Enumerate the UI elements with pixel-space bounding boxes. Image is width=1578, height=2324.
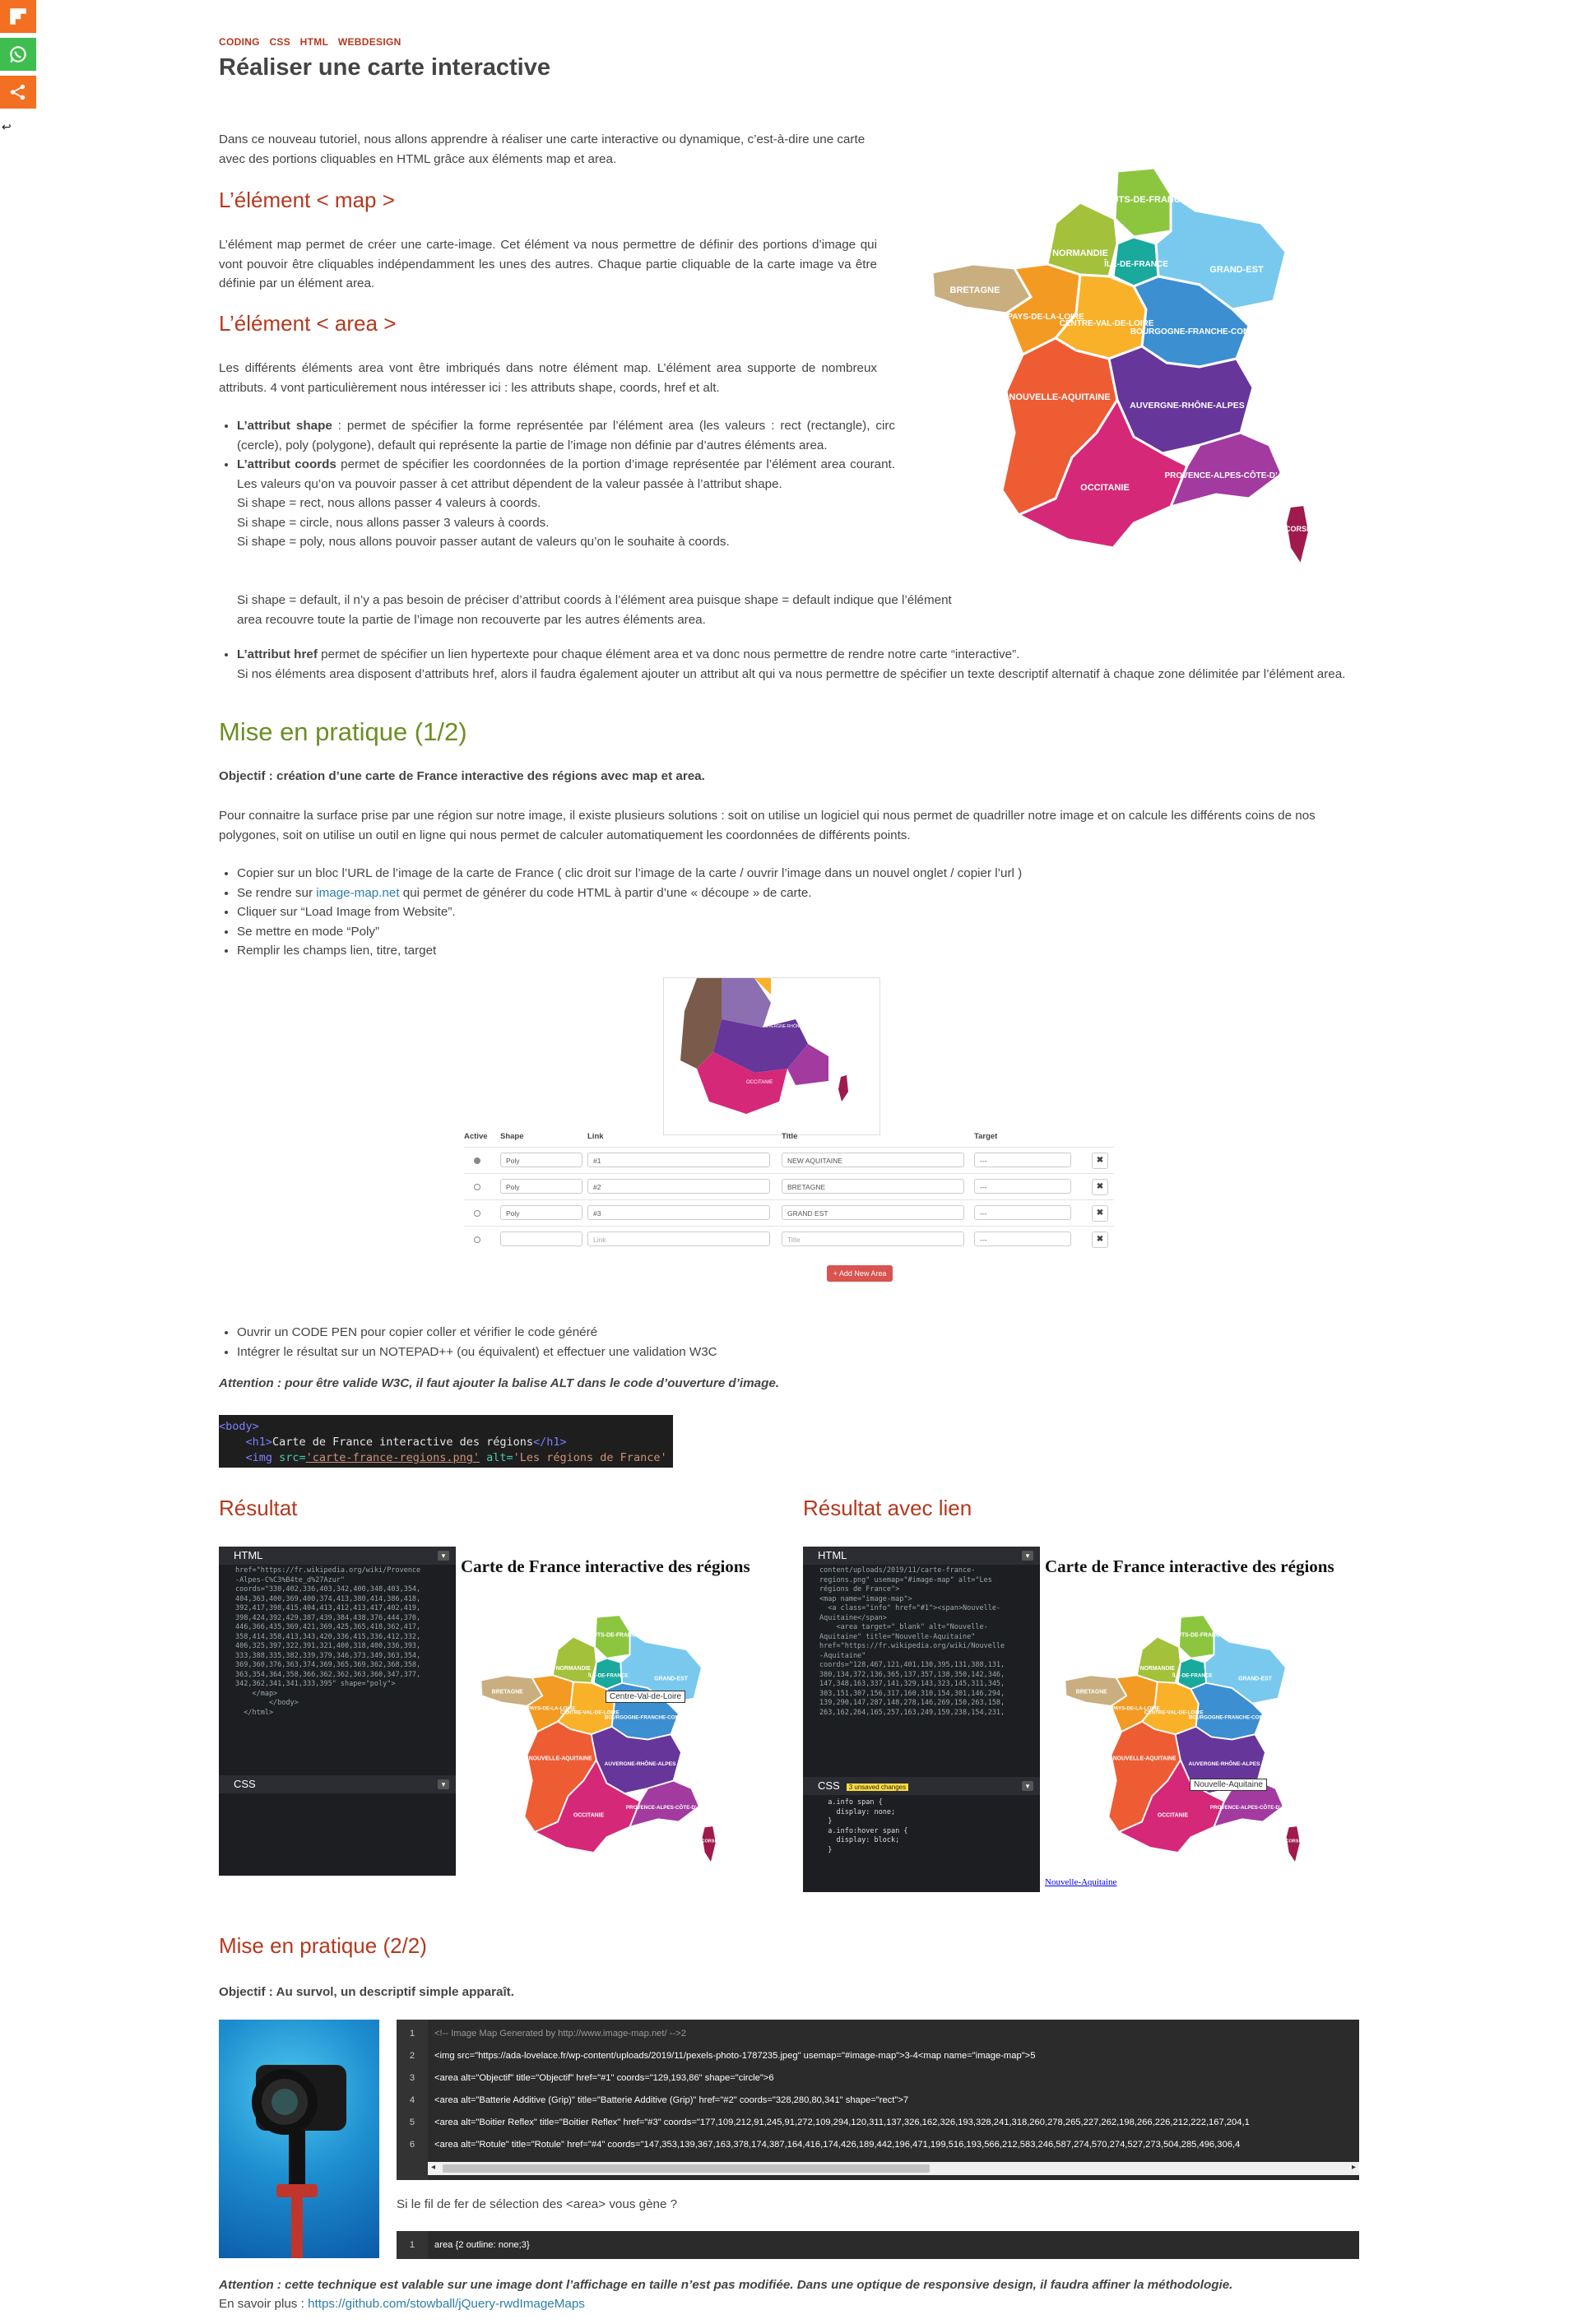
code-line: coords="330,402,336,403,342,400,348,403,354, <box>235 1585 421 1593</box>
shape-label: L’attribut shape <box>237 419 332 433</box>
step-text: qui permet de générer du code HTML à partir d’une « découpe » de carte. <box>399 885 812 900</box>
line-number: 4 <box>397 2090 428 2112</box>
code-token: <body> <box>219 1420 259 1433</box>
label-paca: PROVENCE-ALPES-CÔTE-D’AZUR <box>625 1804 711 1811</box>
horizontal-scrollbar[interactable] <box>428 2162 1359 2175</box>
map-heading: L’élément < map > <box>219 188 395 212</box>
code-line: </map> <box>235 1689 278 1698</box>
code-line: 263,162,264,165,257,163,249,159,238,154,231, <box>819 1708 1005 1717</box>
link-input[interactable]: #1 <box>587 1153 770 1167</box>
col-shape: Shape <box>500 1132 524 1141</box>
shape-select[interactable] <box>500 1232 582 1246</box>
target-select[interactable]: --- <box>974 1232 1071 1246</box>
shape-select[interactable]: Poly <box>500 1179 582 1194</box>
attribute-list <box>219 416 895 552</box>
label-grandest: GRAND-EST <box>1238 1676 1272 1682</box>
line-number: 5 <box>397 2112 428 2134</box>
step-item: • Se mettre en mode “Poly” <box>237 922 1356 942</box>
chevron-down-icon[interactable]: ▾ <box>438 1779 449 1789</box>
w3c-warning <box>219 1374 779 1394</box>
code-line <box>219 1451 673 1467</box>
step-item <box>237 884 1356 903</box>
html-code[interactable] <box>803 1565 1040 1719</box>
remove-row-button[interactable]: ✖ <box>1092 1205 1108 1222</box>
scroll-thumb[interactable] <box>443 2164 930 2173</box>
chevron-down-icon[interactable]: ▾ <box>438 1551 449 1561</box>
href-text-2: Si nos éléments area disposent d’attributs href, alors il faudra également ajouter un attribut alt qui va nous permettre de spécifier un texte descriptif alternatif à chaque zone délimitée par l’élément area. <box>237 666 1346 681</box>
objective-text: Objectif : Au survol, un descriptif simple apparaît. <box>219 1985 514 1999</box>
label-corse: CORSE <box>1285 1839 1302 1844</box>
coords-text: permet de spécifier les coordonnées de la portion d’image représentée par l’élément area courant. Les valeurs qu’on va pouvoir passer à cet attribut dépendent de la valeur passée à l’attribut shape. <box>237 457 895 491</box>
steps-list <box>219 864 1356 961</box>
html-label: HTML <box>818 1549 847 1561</box>
code-line: regions.png" usemap="#image-map" alt="Les <box>819 1575 992 1584</box>
code-line: -Aquitaine" <box>819 1651 866 1660</box>
link-input[interactable]: Link <box>587 1232 770 1246</box>
label-hauts: HAUTS-DE-FRANCE <box>1098 195 1187 205</box>
nouvelle-aquitaine-link[interactable]: Nouvelle-Aquitaine <box>1045 1877 1117 1887</box>
title-input[interactable]: BRETAGNE <box>782 1179 964 1194</box>
codepen-left <box>219 1547 456 1876</box>
practice2-objective <box>219 1983 514 2002</box>
github-link[interactable]: https://github.com/stowball/jQuery-rwdImageMaps <box>308 2297 585 2311</box>
more-info <box>219 2294 585 2314</box>
code-line: 369,360,376,363,374,369,365,369,362,368,358, <box>235 1661 421 1669</box>
label-cvl: CENTRE-VAL-DE-LOIRE <box>1144 1709 1204 1716</box>
step-item: • Cliquer sur “Load Image from Website”. <box>237 902 1356 922</box>
result-map-title: Carte de France interactive des régions <box>1045 1556 1334 1576</box>
code-line: -Alpes-C%C3%B4te_d%27Azur" <box>235 1575 346 1584</box>
image-map-link[interactable]: image-map.net <box>316 885 400 900</box>
codepen-right <box>803 1547 1040 1892</box>
image-map-preview <box>663 977 880 1135</box>
camera-photo <box>219 2020 379 2258</box>
code-line: 404,363,400,369,400,374,413,380,414,386,418, <box>235 1594 421 1603</box>
label-occ: OCCITANIE <box>573 1812 605 1819</box>
code-text: <img src="https://ada-lovelace.fr/wp-content/uploads/2019/11/pexels-photo-1787235.jpeg" usemap="#image-map">3-4<map name="image-map">5 <box>434 2051 1036 2061</box>
line-number: 1 <box>409 2240 415 2250</box>
practice1-heading: Mise en pratique (1/2) <box>219 717 467 746</box>
code-line: 406,325,397,322,391,321,400,318,400,336,393, <box>235 1642 421 1650</box>
html-panel-header[interactable] <box>803 1547 1040 1565</box>
code-line: <a class="info" href="#1"><span>Nouvelle- <box>819 1604 1001 1612</box>
remove-row-button[interactable]: ✖ <box>1092 1153 1108 1169</box>
region-corse[interactable] <box>1284 505 1312 564</box>
code-line: 358,414,358,413,343,420,336,415,336,412,332, <box>235 1632 421 1641</box>
whatsapp-icon <box>7 44 29 65</box>
code-line: 147,348,163,337,141,329,143,323,145,311,345, <box>819 1680 1005 1688</box>
france-regions-map[interactable] <box>924 161 1319 579</box>
editor-line <box>397 2045 1359 2067</box>
practice2-heading: Mise en pratique (2/2) <box>219 1933 427 1958</box>
map-text: L’élément map permet de créer une carte-image. Cet élément va nous permettre de définir des portions d’image qui vont pouvoir être cliquables indépendamment les unes des autres. Chaque partie cliquable de la carte image va être définie par un élément area. <box>219 238 877 290</box>
link-input[interactable]: #2 <box>587 1179 770 1194</box>
label-na: NOUVELLE-AQUITAINE <box>1112 1756 1177 1762</box>
code-token: alt= <box>480 1451 513 1464</box>
camera-image <box>219 2020 379 2258</box>
add-new-area-button[interactable]: + Add New Area <box>827 1265 893 1282</box>
code-text: <!-- Image Map Generated by http://www.image-map.net/ -->2 <box>434 2029 686 2039</box>
css-line: display: none; <box>819 1807 896 1816</box>
active-radio[interactable] <box>474 1210 480 1217</box>
target-select[interactable]: --- <box>974 1179 1071 1194</box>
warning-text: Attention : cette technique est valable sur une image dont l’affichage en taille n’est pas modifiée. Dans une optique de responsive design, il faudra affiner la méthodologie. <box>219 2278 1233 2292</box>
label-idf: ÎLE-DE-FRANCE <box>1104 260 1168 269</box>
steps-list-2 <box>219 1323 1060 1361</box>
css-panel-header[interactable] <box>803 1777 1040 1795</box>
href-attribute-item <box>237 645 1377 684</box>
editor-line <box>397 2112 1359 2134</box>
title-input[interactable]: GRAND EST <box>782 1205 964 1220</box>
css-line: } <box>819 1817 833 1825</box>
code-line: 380,134,372,136,365,137,357,138,350,142,346, <box>819 1670 1005 1679</box>
shape-attribute-item <box>237 416 895 455</box>
label-corse: CORSE <box>1284 525 1312 533</box>
css-line: a.info span { <box>819 1798 883 1807</box>
code-text: <area alt="Batterie Additive (Grip)" title="Batterie Additive (Grip)" href="#2" coords="328,280,80,341" shape="rect">7 <box>434 2095 909 2105</box>
label-grandest: GRAND-EST <box>1209 265 1264 275</box>
label-pdl: PAYS-DE-LA-LOIRE <box>1007 313 1084 322</box>
label-idf: ÎLE-DE-FRANCE <box>587 1672 629 1679</box>
chevron-down-icon[interactable]: ▾ <box>1022 1551 1033 1561</box>
label-cvl: CENTRE-VAL-DE-LOIRE <box>559 1709 620 1716</box>
code-snippet <box>219 1415 673 1468</box>
area-row <box>464 1147 1114 1174</box>
objective-text: Objectif : création d’une carte de France interactive des régions avec map et area. <box>219 769 705 783</box>
editor-line <box>397 2067 1359 2090</box>
label-idf: ÎLE-DE-FRANCE <box>1172 1672 1213 1679</box>
coords-line: Si shape = rect, nous allons passer 4 valeurs à coords. <box>237 496 541 510</box>
result-map-title: Carte de France interactive des régions <box>461 1556 750 1576</box>
area-text: Les différents éléments area vont être imbriqués dans notre élément map. L’élément area supporte de nombreux attributs. 4 vont particulièrement nous intéresser ici : les attributs shape, coords, href et alt. <box>219 361 877 395</box>
more-label: En savoir plus : <box>219 2297 309 2311</box>
step-item: • Ouvrir un CODE PEN pour copier coller et vérifier le code généré <box>237 1323 1060 1343</box>
editor-line <box>397 2090 1359 2112</box>
label-ara: AUVERGNE-RHÔNE-ALPES <box>1188 1760 1260 1767</box>
code-token: <h1> <box>245 1436 273 1449</box>
area-row <box>464 1173 1114 1200</box>
col-target: Target <box>974 1132 998 1141</box>
code-line: 398,424,392,429,387,439,384,438,376,444,370, <box>235 1613 421 1622</box>
area-tooltip: Centre-Val-de-Loire <box>606 1691 685 1703</box>
shape-select[interactable]: Poly <box>500 1205 582 1220</box>
code-token: <img <box>245 1451 280 1464</box>
title-input[interactable]: Title <box>782 1232 964 1246</box>
label-paca: PROVENCE-ALPES-CÔTE-D’AZUR <box>1209 1804 1295 1811</box>
label-hauts: HAUTS-DE-FRANCE <box>585 1632 640 1639</box>
label-na: NOUVELLE-AQUITAINE <box>528 1756 592 1762</box>
shape-text: : permet de spécifier la forme représentée par l’élément area (les valeurs : rect (rectangle), circ (cercle), poly (polygone), default qui représente la partie de l’image non définie par d’autres éléments area. <box>237 419 895 452</box>
code-line: coords="128,467,121,401,130,395,131,388,131, <box>819 1661 1005 1669</box>
code-line: 303,151,307,156,317,160,310,154,301,146,294, <box>819 1689 1005 1698</box>
col-link: Link <box>587 1132 604 1141</box>
html-code[interactable] <box>219 1565 456 1719</box>
css-line: a.info:hover span { <box>819 1826 908 1835</box>
label-pdl: PAYS-DE-LA-LOIRE <box>527 1705 576 1712</box>
code-line: href="https://fr.wikipedia.org/wiki/Provence <box>235 1566 421 1575</box>
target-select[interactable]: --- <box>974 1153 1071 1167</box>
css-line: } <box>819 1845 833 1854</box>
code-line: Aquitaine" title="Nouvelle-Aquitaine" <box>819 1632 976 1641</box>
code-line: href="https://fr.wikipedia.org/wiki/Nouvelle <box>819 1642 1005 1650</box>
code-token: src= <box>279 1451 306 1464</box>
code-editor[interactable] <box>397 2020 1359 2180</box>
code-line: <map name="image-map"> <box>819 1594 912 1603</box>
href-label: L’attribut href <box>237 647 318 661</box>
category-coding[interactable]: CODING <box>219 36 260 48</box>
label-ara: AUVERGNE-RHÔNE-ALPES <box>604 1760 676 1767</box>
step-text: Se rendre sur <box>237 885 317 900</box>
flipboard-icon <box>7 6 29 27</box>
label-bretagne: BRETAGNE <box>949 285 1000 295</box>
france-map-crop <box>664 978 880 1134</box>
label-cvl: CENTRE-VAL-DE-LOIRE <box>1059 319 1154 328</box>
result-link-heading: Résultat avec lien <box>803 1496 972 1520</box>
col-title: Title <box>782 1132 798 1141</box>
code-line: 139,290,147,287,148,278,146,269,150,263,158, <box>819 1699 1005 1707</box>
label-occ: OCCITANIE <box>1080 483 1130 493</box>
code-line: </html> <box>235 1708 274 1717</box>
code-line: 446,366,435,369,421,369,425,365,418,362,417, <box>235 1623 421 1631</box>
code-line: content/uploads/2019/11/carte-france- <box>819 1566 976 1575</box>
line-number: 2 <box>397 2045 428 2067</box>
href-list <box>219 645 1377 684</box>
code-token: Carte de France interactive des régions <box>272 1436 534 1449</box>
css-label: CSS <box>234 1778 256 1790</box>
css-line: display: block; <box>819 1836 900 1844</box>
code-line: Aquitaine</span> <box>819 1613 887 1622</box>
label-hauts: HAUTS-DE-FRANCE <box>1169 1632 1224 1639</box>
intro-text: Dans ce nouveau tutoriel, nous allons apprendre à réaliser une carte interactive ou dynamique, c’est-à-dire une carte avec des portions cliquables en HTML grâce aux éléments map et area. <box>219 132 866 166</box>
code-token: 'carte-france-regions.png' <box>305 1451 480 1464</box>
label-bretagne: BRETAGNE <box>1075 1689 1107 1695</box>
label-bfc: BOURGOGNE-FRANCHE-COMTÉ <box>1188 1714 1270 1721</box>
label-normandie: NORMANDIE <box>1052 248 1108 258</box>
code-line: </body> <box>235 1699 299 1707</box>
flipboard-share-button[interactable] <box>0 0 36 33</box>
scroll-left-icon[interactable]: ◂ <box>431 2163 436 2172</box>
preview-label: AUVERGNE-RHÔNE-ALPES <box>763 1024 817 1029</box>
collapse-share-icon[interactable]: ↩ <box>2 120 12 133</box>
code-line: 363,354,364,358,366,362,362,363,360,347,377, <box>235 1670 421 1679</box>
category-webdesign[interactable]: WEBDESIGN <box>337 36 401 48</box>
label-bfc: BOURGOGNE-FRANCHE-COMTÉ <box>604 1714 686 1721</box>
region-corse[interactable] <box>702 1826 717 1863</box>
label-bretagne: BRETAGNE <box>491 1689 523 1695</box>
html-label: HTML <box>234 1549 263 1561</box>
page-title: Réaliser une carte interactive <box>219 54 550 81</box>
title-input[interactable]: NEW AQUITAINE <box>782 1153 964 1167</box>
code-token: </h1> <box>533 1436 567 1449</box>
css-panel-header[interactable] <box>219 1775 456 1793</box>
label-corse: CORSE <box>701 1839 718 1844</box>
category-html[interactable]: HTML <box>299 36 329 48</box>
label-na: NOUVELLE-AQUITAINE <box>1009 392 1111 402</box>
area-heading: L’élément < area > <box>219 311 397 336</box>
practice1-text: Pour connaitre la surface prise par une région sur notre image, il existe plusieurs solutions : soit on utilise un logiciel qui nous permet de quadriller notre image et on calcule les différents coins de nos polygones, soit on utilise un outil en ligne qui nous permet de calculer automatiquement les coordonnées de différents points. <box>219 809 1316 842</box>
target-select[interactable]: --- <box>974 1205 1071 1220</box>
css-code[interactable] <box>803 1797 1040 1857</box>
label-bfc: BOURGOGNE-FRANCHE-COMTÉ <box>1130 327 1261 336</box>
warning-text: Attention : pour être valide W3C, il faut ajouter la balise ALT dans le code d’ouverture d’image. <box>219 1376 780 1390</box>
category-css[interactable]: CSS <box>269 36 291 48</box>
editor-line <box>397 2023 1359 2045</box>
coords-default-line: Si shape = default, il n’y a pas besoin de préciser d’attribut coords à l’élément area puisque shape = default indique que l’élément area recouvre toute la partie de l’image non recouverte par les autres éléments area. <box>237 593 952 627</box>
category-links <box>219 36 408 48</box>
label-grandest: GRAND-EST <box>654 1676 688 1682</box>
result-map-left[interactable] <box>476 1611 722 1872</box>
active-radio[interactable] <box>474 1184 480 1190</box>
line-number: 6 <box>397 2134 428 2156</box>
code-line: 342,362,341,341,333,395" shape="poly"> <box>235 1680 396 1688</box>
code-line <box>219 1436 673 1451</box>
result-map-right[interactable] <box>1060 1611 1306 1872</box>
editor-lines <box>397 2023 1359 2156</box>
wireframe-question: Si le fil de fer de sélection des <area> vous gène ? <box>397 2197 678 2211</box>
label-occ: OCCITANIE <box>1157 1812 1189 1819</box>
share-button[interactable] <box>0 76 36 109</box>
coords-line: Si shape = circle, nous allons passer 3 valeurs à coords. <box>237 515 550 530</box>
share-icon <box>7 81 29 103</box>
code-line: 333,388,335,382,339,379,346,373,349,363,354, <box>235 1651 421 1660</box>
scroll-right-icon[interactable]: ▸ <box>1351 2163 1356 2172</box>
code-line <box>219 1420 673 1436</box>
active-radio[interactable] <box>474 1236 480 1243</box>
code-text: area {2 outline: none;3} <box>434 2240 530 2250</box>
unsaved-badge: 3 unsaved changes <box>847 1784 908 1791</box>
preview-label: OCCITANIE <box>746 1080 773 1085</box>
area-tooltip: Nouvelle-Aquitaine <box>1190 1779 1267 1791</box>
code-line: régions de France"> <box>819 1585 900 1593</box>
css-label: CSS <box>818 1779 840 1792</box>
code-text: <area alt="Boitier Reflex" title="Boitier Reflex" href="#3" coords="177,109,212,91,245,91,272,109,294,120,311,137,326,162,326,193,328,241,318,260,278,265,227,262,198,266,226,212,222,167,204,1 <box>434 2118 1250 2127</box>
code-line: 392,417,398,415,404,413,412,413,417,402,419, <box>235 1604 421 1612</box>
code-line: <area target="_blank" alt="Nouvelle- <box>819 1623 988 1631</box>
code-text: <area alt="Objectif" title="Objectif" href="#1" coords="129,193,86" shape="circle">6 <box>434 2073 774 2083</box>
remove-row-button[interactable]: ✖ <box>1092 1179 1108 1195</box>
label-ara: AUVERGNE-RHÔNE-ALPES <box>1130 401 1245 411</box>
coords-attribute-item <box>237 455 895 552</box>
step-item: • Remplir les champs lien, titre, target <box>237 941 1356 961</box>
col-active: Active <box>464 1132 488 1141</box>
editor-line <box>397 2231 1359 2259</box>
area-row <box>464 1199 1114 1227</box>
label-pdl: PAYS-DE-LA-LOIRE <box>1112 1705 1160 1712</box>
label-normandie: NORMANDIE <box>1139 1666 1175 1672</box>
code-token: 'Les régions de France' <box>513 1451 667 1464</box>
code-text: <area alt="Rotule" title="Rotule" href="#4" coords="147,353,139,367,163,378,174,387,164,416,174,426,189,442,196,471,199,516,193,566,212,583,246,587,274,570,274,527,273,504,285,496,306,4 <box>434 2140 1241 2150</box>
area-row <box>464 1226 1114 1253</box>
responsive-warning <box>219 2275 1232 2295</box>
html-panel-header[interactable] <box>219 1547 456 1565</box>
label-normandie: NORMANDIE <box>555 1666 591 1672</box>
whatsapp-share-button[interactable] <box>0 38 36 71</box>
link-input[interactable]: #3 <box>587 1205 770 1220</box>
practice1-objective <box>219 767 705 786</box>
shape-select[interactable]: Poly <box>500 1153 582 1167</box>
active-radio[interactable] <box>474 1157 480 1164</box>
remove-row-button[interactable]: ✖ <box>1092 1232 1108 1248</box>
result-heading: Résultat <box>219 1496 298 1520</box>
step-item: • Copier sur un bloc l’URL de l’image de la carte de France ( clic droit sur l’image de la carte / ouvrir l’image dans un nouvel onglet / copier l’url ) <box>237 864 1356 884</box>
label-paca: PROVENCE-ALPES-CÔTE-D’AZUR <box>1164 471 1301 480</box>
css-editor[interactable] <box>397 2231 1359 2259</box>
coords-label: L’attribut coords <box>237 457 336 471</box>
region-corse[interactable] <box>1286 1826 1301 1863</box>
chevron-down-icon[interactable]: ▾ <box>1022 1781 1033 1791</box>
coords-line: Si shape = poly, nous allons pouvoir passer autant de valeurs qu’on le souhaite à coords. <box>237 535 730 549</box>
href-text: permet de spécifier un lien hypertexte pour chaque élément area et va donc nous permettre de rendre notre carte “interactive”. <box>317 647 1020 661</box>
line-number: 3 <box>397 2067 428 2090</box>
step-item: • Intégrer le résultat sur un NOTEPAD++ (ou équivalent) et effectuer une validation W3C <box>237 1343 1060 1362</box>
editor-line <box>397 2134 1359 2156</box>
line-number: 1 <box>397 2023 428 2045</box>
